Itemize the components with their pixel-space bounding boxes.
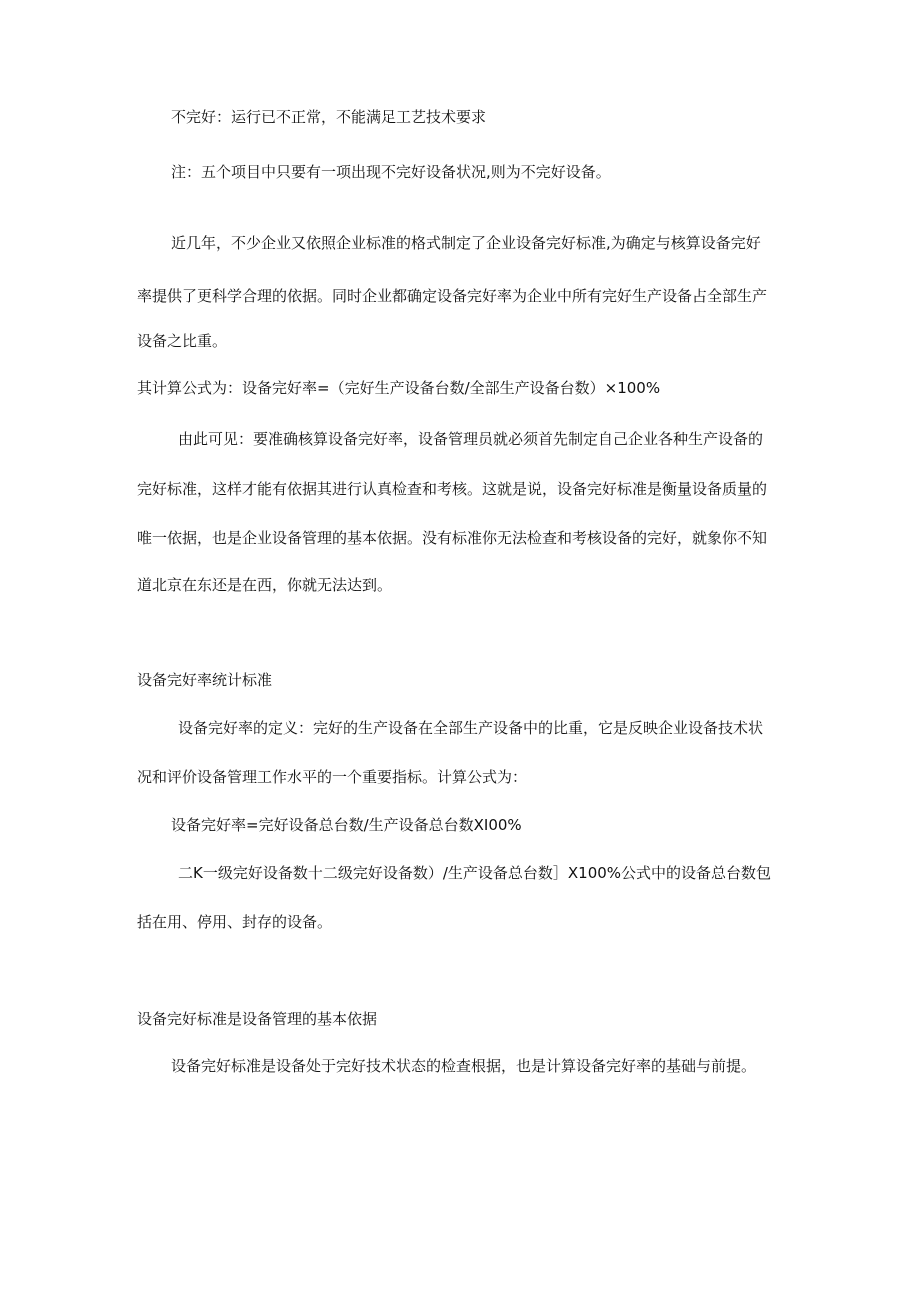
paragraph-line: 括在用、停用、封存的设备。	[137, 913, 333, 931]
paragraph-line: 唯一依据，也是企业设备管理的基本依据。没有标准你无法检查和考核设备的完好，就象你不知	[137, 529, 768, 547]
section-heading-rate-standard: 设备完好率统计标准	[137, 671, 273, 689]
paragraph-basic-basis: 设备完好标准是设备处于完好技术状态的检查根据，也是计算设备完好率的基础与前提。	[171, 1057, 757, 1075]
formula-line-1: 其计算公式为：设备完好率=（完好生产设备台数/全部生产设备台数）×100%	[137, 379, 661, 397]
paragraph-line: 况和评价设备管理工作水平的一个重要指标。计算公式为：	[137, 768, 528, 786]
paragraph-line: 近几年，不少企业又依照企业标准的格式制定了企业设备完好标准,为确定与核算设备完好	[171, 234, 761, 252]
paragraph-line: 二K一级完好设备数十二级完好设备数）/生产设备总台数］X100%公式中的设备总台数包	[178, 864, 772, 882]
paragraph-line: 设备完好率的定义：完好的生产设备在全部生产设备中的比重，它是反映企业设备技术状	[178, 719, 764, 737]
paragraph-line: 道北京在东还是在西，你就无法达到。	[137, 576, 393, 594]
paragraph-line: 由此可见：要准确核算设备完好率，设备管理员就必须首先制定自己企业各种生产设备的	[178, 430, 764, 448]
paragraph-line: 完好标准，这样才能有依据其进行认真检查和考核。这就是说，设备完好标准是衡量设备质量的	[137, 480, 768, 498]
section-heading-basic-basis: 设备完好标准是设备管理的基本依据	[137, 1010, 378, 1028]
paragraph-line: 率提供了更科学合理的依据。同时企业都确定设备完好率为企业中所有完好生产设备占全部生产	[137, 287, 768, 305]
incomplete-definition: 不完好：运行已不正常，不能满足工艺技术要求	[171, 108, 487, 126]
paragraph-line: 设备之比重。	[137, 332, 228, 350]
note-text: 注：五个项目中只要有一项出现不完好设备状况,则为不完好设备。	[171, 163, 611, 181]
formula-line-2: 设备完好率=完好设备总台数/生产设备总台数XI00%	[171, 816, 522, 834]
